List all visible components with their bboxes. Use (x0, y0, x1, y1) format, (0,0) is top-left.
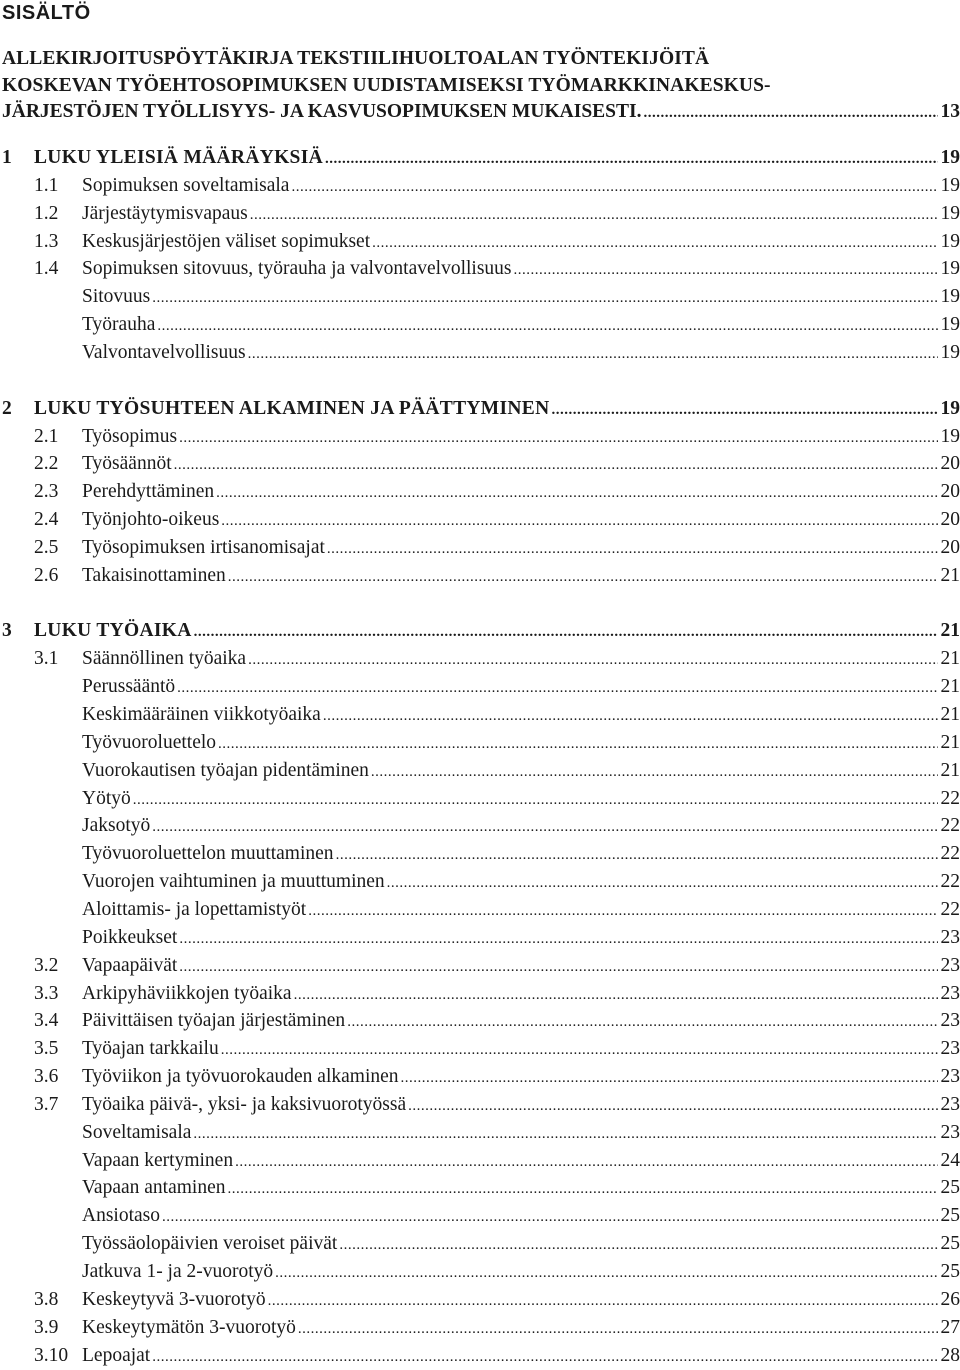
toc-entry-label: Työsäännöt (82, 451, 174, 477)
toc-entry[interactable] (2, 674, 960, 700)
toc-entry-label: Takaisinottaminen (82, 563, 228, 589)
dot-leader (152, 1344, 937, 1370)
toc-entry-label: LUKU TYÖAIKA (34, 618, 194, 644)
toc-entry-number: 3.10 (2, 1343, 82, 1369)
dot-leader (193, 1121, 937, 1147)
dot-leader (221, 1037, 938, 1063)
toc-entry-page: 25 (938, 1231, 960, 1257)
toc-entry[interactable] (2, 1343, 960, 1369)
toc-entry-page: 22 (938, 813, 960, 839)
toc-chapter-entry[interactable] (2, 396, 960, 422)
toc-entry-number: 3 (2, 618, 34, 644)
dot-leader (347, 1009, 937, 1035)
dot-leader (325, 146, 938, 172)
toc-entry[interactable] (2, 256, 960, 282)
toc-entry-page: 22 (938, 869, 960, 895)
toc-entry-page: 20 (938, 451, 960, 477)
dot-leader (294, 982, 938, 1008)
dot-leader (179, 425, 937, 451)
toc-entry[interactable] (2, 479, 960, 505)
toc-entry-number: 3.2 (2, 953, 82, 979)
toc-entry-page: 23 (938, 1036, 960, 1062)
toc-entry[interactable] (2, 1175, 960, 1201)
toc-entry[interactable] (2, 1203, 960, 1229)
dot-leader (227, 1176, 937, 1202)
toc-entry-page: 22 (938, 897, 960, 923)
dot-leader (514, 257, 938, 283)
toc-entry[interactable] (2, 925, 960, 951)
toc-entry-page: 19 (938, 256, 960, 282)
toc-entry-page: 21 (938, 674, 960, 700)
toc-entry[interactable] (2, 1120, 960, 1146)
toc-entry-page: 19 (938, 284, 960, 310)
toc-entry-label: Vapaan kertyminen (82, 1148, 235, 1174)
toc-entry-page: 23 (938, 925, 960, 951)
page-title: SISÄLTÖ (2, 2, 91, 25)
toc-entry-page: 22 (938, 786, 960, 812)
toc-entry[interactable] (2, 702, 960, 728)
toc-entry-number: 3.9 (2, 1315, 82, 1341)
toc-entry-page: 21 (938, 618, 960, 644)
toc-entry[interactable] (2, 1231, 960, 1257)
toc-entry-page: 19 (938, 340, 960, 366)
dot-leader (644, 100, 938, 126)
toc-entry[interactable] (2, 229, 960, 255)
toc-entry-number: 1.4 (2, 256, 82, 282)
toc-entry-label: Sopimuksen sitovuus, työrauha ja valvontavelvollisuus (82, 256, 514, 282)
toc-entry-label: Soveltamisala (82, 1120, 193, 1146)
toc-entry-label: Jaksotyö (82, 813, 152, 839)
dot-leader (323, 703, 938, 729)
toc-entry-agreement[interactable] (2, 99, 960, 125)
toc-entry-page: 19 (938, 312, 960, 338)
toc-entry-label: Vuorokautisen työajan pidentäminen (82, 758, 371, 784)
toc-entry-label: Keskimääräinen viikkotyöaika (82, 702, 323, 728)
toc-entry-number: 2.5 (2, 535, 82, 561)
toc-entry-page: 25 (938, 1175, 960, 1201)
toc-entry-number: 1.1 (2, 173, 82, 199)
toc-entry-label: Poikkeukset (82, 925, 179, 951)
dot-leader (218, 731, 937, 757)
toc-entry-label: Arkipyhäviikkojen työaika (82, 981, 294, 1007)
toc-entry-number: 2.6 (2, 563, 82, 589)
toc-entry-page: 19 (938, 424, 960, 450)
dot-leader (177, 675, 937, 701)
dot-leader (152, 285, 937, 311)
toc-entry-label: Työviikon ja työvuorokauden alkaminen (82, 1064, 401, 1090)
toc-entry[interactable] (2, 1008, 960, 1034)
toc-entry[interactable] (2, 1287, 960, 1313)
dot-leader (248, 341, 938, 367)
toc-entry-label: Työsopimuksen irtisanomisajat (82, 535, 327, 561)
toc-entry-label: Keskusjärjestöjen väliset sopimukset (82, 229, 372, 255)
toc-entry[interactable] (2, 953, 960, 979)
dot-leader (152, 814, 937, 840)
toc-entry-page: 13 (938, 99, 960, 125)
toc-entry[interactable] (2, 312, 960, 338)
dot-leader (235, 1149, 937, 1175)
toc-entry[interactable] (2, 1064, 960, 1090)
dot-leader (308, 898, 937, 924)
toc-entry-page: 23 (938, 981, 960, 1007)
toc-entry-label: Jatkuva 1- ja 2-vuorotyö (82, 1259, 275, 1285)
toc-entry-page: 19 (938, 201, 960, 227)
toc-entry-label: Päivittäisen työajan järjestäminen (82, 1008, 347, 1034)
dot-leader (268, 1288, 938, 1314)
toc-entry-page: 19 (938, 229, 960, 255)
toc-entry-label: Ansiotaso (82, 1203, 162, 1229)
dot-leader (174, 452, 938, 478)
toc-entry-page: 22 (938, 841, 960, 867)
toc-entry[interactable] (2, 284, 960, 310)
toc-entry[interactable] (2, 1148, 960, 1174)
toc-entry-number: 2 (2, 396, 34, 422)
toc-entry-label: Sopimuksen soveltamisala (82, 173, 291, 199)
toc-entry-page: 20 (938, 535, 960, 561)
dot-leader (291, 174, 937, 200)
toc-entry-page: 28 (938, 1343, 960, 1369)
toc-entry-label: Keskeytyvä 3-vuorotyö (82, 1287, 268, 1313)
toc-entry-page: 23 (938, 1008, 960, 1034)
toc-entry-label: Työvuoroluettelo (82, 730, 218, 756)
toc-entry-label: Aloittamis- ja lopettamistyöt (82, 897, 308, 923)
dot-leader (250, 202, 938, 228)
toc-entry-label: Vuorojen vaihtuminen ja muuttuminen (82, 869, 387, 895)
dot-leader (221, 508, 937, 534)
toc-entry-label: LUKU TYÖSUHTEEN ALKAMINEN JA PÄÄTTYMINEN (34, 396, 551, 422)
toc-entry[interactable] (2, 507, 960, 533)
toc-entry[interactable] (2, 1092, 960, 1118)
toc-entry-label: Vapaapäivät (82, 953, 179, 979)
toc-entry-label: Keskeytymätön 3-vuorotyö (82, 1315, 298, 1341)
toc-entry-number: 3.6 (2, 1064, 82, 1090)
toc-entry-page: 19 (938, 396, 960, 422)
dot-leader (408, 1093, 937, 1119)
toc-entry-label: Sitovuus (82, 284, 152, 310)
toc-entry-number: 1.2 (2, 201, 82, 227)
dot-leader (387, 870, 938, 896)
toc-entry-page: 21 (938, 646, 960, 672)
toc-entry-label: Työnjohto-oikeus (82, 507, 221, 533)
toc-entry[interactable] (2, 1036, 960, 1062)
dot-leader (327, 536, 938, 562)
toc-entry-label: Perehdyttäminen (82, 479, 216, 505)
toc-entry-label: Vapaan antaminen (82, 1175, 227, 1201)
toc-entry-label: Työaika päivä-, yksi- ja kaksivuorotyössä (82, 1092, 408, 1118)
toc-entry-label: Järjestäytymisvapaus (82, 201, 250, 227)
toc-entry[interactable] (2, 813, 960, 839)
dot-leader (275, 1260, 937, 1286)
toc-entry-number: 2.4 (2, 507, 82, 533)
toc-entry-label: Työvuoroluettelon muuttaminen (82, 841, 336, 867)
dot-leader (194, 619, 938, 645)
dot-leader (179, 954, 937, 980)
toc-entry-number: 3.5 (2, 1036, 82, 1062)
dot-leader (339, 1232, 937, 1258)
toc-entry[interactable] (2, 1315, 960, 1341)
toc-entry[interactable] (2, 424, 960, 450)
toc-entry[interactable] (2, 730, 960, 756)
toc-entry[interactable] (2, 201, 960, 227)
dot-leader (336, 842, 938, 868)
toc-entry-label: LUKU YLEISIÄ MÄÄRÄYKSIÄ (34, 145, 325, 171)
toc-entry[interactable] (2, 1259, 960, 1285)
toc-entry[interactable] (2, 897, 960, 923)
toc-entry[interactable] (2, 535, 960, 561)
toc-entry-page: 21 (938, 702, 960, 728)
toc-entry-page: 19 (938, 173, 960, 199)
toc-entry-label: Työajan tarkkailu (82, 1036, 221, 1062)
toc-entry[interactable] (2, 786, 960, 812)
toc-entry-page: 21 (938, 563, 960, 589)
toc-entry[interactable] (2, 869, 960, 895)
toc-entry-label: Työsopimus (82, 424, 179, 450)
toc-entry-number: 2.1 (2, 424, 82, 450)
toc-entry-label: Perussääntö (82, 674, 177, 700)
toc-entry-page: 23 (938, 953, 960, 979)
toc-entry-number: 2.2 (2, 451, 82, 477)
toc-entry[interactable] (2, 981, 960, 1007)
toc-entry-page: 20 (938, 479, 960, 505)
toc-entry-number: 3.8 (2, 1287, 82, 1313)
toc-entry[interactable] (2, 173, 960, 199)
toc-entry-number: 2.3 (2, 479, 82, 505)
toc-entry-page: 21 (938, 758, 960, 784)
toc-entry[interactable] (2, 563, 960, 589)
toc-entry-page: 20 (938, 507, 960, 533)
dot-leader (179, 926, 937, 952)
dot-leader (248, 647, 937, 673)
dot-leader (228, 564, 938, 590)
toc-entry-page: 27 (938, 1315, 960, 1341)
toc-entry-page: 23 (938, 1120, 960, 1146)
toc-entry-page: 25 (938, 1259, 960, 1285)
toc-entry-number: 3.1 (2, 646, 82, 672)
toc-entry[interactable] (2, 340, 960, 366)
toc-entry[interactable] (2, 758, 960, 784)
toc-entry-number: 3.4 (2, 1008, 82, 1034)
toc-entry-page: 23 (938, 1092, 960, 1118)
toc-entry-label: Lepoajat (82, 1343, 152, 1369)
dot-leader (371, 759, 938, 785)
agreement-title-line-2: KOSKEVAN TYÖEHTOSOPIMUKSEN UUDISTAMISEKSI TYÖMARKKINAKESKUS- (2, 75, 771, 97)
dot-leader (162, 1204, 938, 1230)
agreement-title-line-1: ALLEKIRJOITUSPÖYTÄKIRJA TEKSTIILIHUOLTOALAN TYÖNTEKIJÖITÄ (2, 48, 709, 70)
toc-entry-page: 26 (938, 1287, 960, 1313)
toc-entry-number: 3.7 (2, 1092, 82, 1118)
toc-entry-page: 23 (938, 1064, 960, 1090)
toc-entry-label: Työrauha (82, 312, 157, 338)
toc-entry-label: JÄRJESTÖJEN TYÖLLISYYS- JA KASVUSOPIMUKSEN MUKAISESTI. (2, 99, 644, 125)
dot-leader (157, 313, 937, 339)
dot-leader (133, 787, 938, 813)
toc-entry[interactable] (2, 451, 960, 477)
toc-entry-number: 3.3 (2, 981, 82, 1007)
toc-entry-page: 19 (938, 145, 960, 171)
toc-chapter-entry[interactable] (2, 145, 960, 171)
toc-entry[interactable] (2, 841, 960, 867)
dot-leader (298, 1316, 938, 1342)
toc-entry-number: 1.3 (2, 229, 82, 255)
dot-leader (372, 230, 937, 256)
toc-entry-label: Yötyö (82, 786, 133, 812)
toc-entry-page: 21 (938, 730, 960, 756)
toc-entry-label: Säännöllinen työaika (82, 646, 248, 672)
toc-entry-page: 24 (938, 1148, 960, 1174)
toc-entry-page: 25 (938, 1203, 960, 1229)
toc-entry-label: Valvontavelvollisuus (82, 340, 248, 366)
toc-entry[interactable] (2, 646, 960, 672)
toc-chapter-entry[interactable] (2, 618, 960, 644)
dot-leader (216, 480, 937, 506)
toc-entry-number: 1 (2, 145, 34, 171)
dot-leader (551, 397, 937, 423)
dot-leader (401, 1065, 938, 1091)
toc-entry-label: Työssäolopäivien veroiset päivät (82, 1231, 339, 1257)
